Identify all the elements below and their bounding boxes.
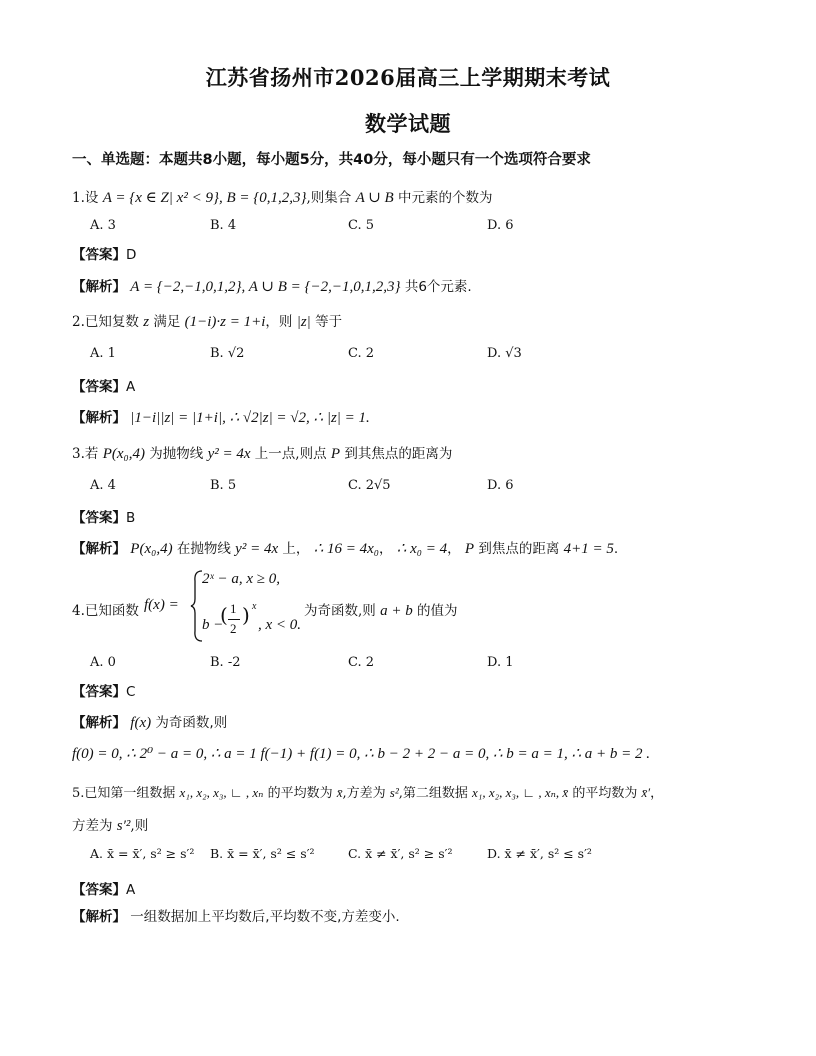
q5-answer — [72, 878, 135, 898]
q1-answer-value: D — [126, 247, 137, 263]
document-subtitle: 数学试题 — [365, 111, 451, 136]
q3-analysis-t2: 上， — [282, 541, 310, 557]
q2-option-a[interactable]: A. 1 — [90, 346, 116, 361]
q4-paren-left: ( — [220, 603, 228, 627]
q4-paren-right: ) — [242, 603, 250, 627]
q5-option-a[interactable]: A. x̄ = x̄′, s² ≥ s′² — [90, 846, 195, 861]
q3-answer-value: B — [126, 510, 136, 526]
q5-analysis-text: 一组数据加上平均数后,平均数不变,方差变小. — [130, 909, 400, 925]
q3-analysis-parabola: y² = 4x — [235, 541, 279, 557]
q5-mean1: x̄ — [336, 785, 343, 800]
q1-stem — [72, 186, 493, 207]
q3-parabola: y² = 4x — [207, 446, 251, 462]
q3-analysis-var: P — [464, 541, 475, 557]
q3-analysis-end: . — [613, 541, 619, 557]
q3-analysis-t3: ， — [379, 541, 393, 557]
q3-stem — [72, 442, 452, 463]
q1-analysis — [72, 275, 472, 296]
q4-end: 的值为 — [417, 603, 458, 619]
q4-mid: 为奇函数,则 — [304, 603, 376, 619]
q2-option-b[interactable]: B. √2 — [210, 346, 245, 361]
q2-analysis — [72, 406, 370, 427]
analysis-label: 【解析】 — [72, 715, 126, 731]
q4-case2-a: b − — [202, 617, 224, 633]
q5-answer-value: A — [126, 882, 136, 898]
q4-exp: x — [252, 601, 257, 612]
answer-label: 【答案】 — [72, 379, 126, 395]
analysis-label: 【解析】 — [72, 279, 126, 295]
q3-end: 到其焦点的距离为 — [344, 446, 453, 462]
q3-analysis-point: P(x₀,4) — [130, 541, 173, 557]
q4-frac-num: 1 — [230, 601, 237, 616]
q1-end: 中元素的个数为 — [398, 190, 493, 206]
answer-label: 【答案】 — [72, 510, 126, 526]
q4-analysis-line2 — [72, 744, 650, 763]
analysis-label: 【解析】 — [72, 909, 126, 925]
q5-t3: ,第二组数据 — [398, 786, 468, 801]
q4-fx: f(x) = — [144, 597, 179, 613]
q4-analysis-text: 为奇函数,则 — [155, 715, 228, 731]
q4-analysis-fx: f(x) — [130, 715, 152, 731]
analysis-label: 【解析】 — [72, 541, 126, 557]
q5-option-d[interactable]: D. x̄ ≠ x̄′, s² ≤ s′² — [487, 846, 592, 861]
q3-analysis-t5: 到焦点的距离 — [478, 541, 560, 557]
q1-option-b[interactable]: B. 4 — [210, 218, 237, 233]
analysis-label: 【解析】 — [72, 410, 126, 426]
q4-case2-b: , x < 0. — [258, 617, 302, 633]
q2-modulus: |z| — [296, 314, 311, 330]
q2-option-c[interactable]: C. 2 — [348, 346, 375, 361]
q3-answer — [72, 506, 135, 526]
q2-answer-value: A — [126, 379, 136, 395]
q4-analysis — [72, 711, 227, 732]
answer-label: 【答案】 — [72, 882, 126, 898]
q5-stem — [72, 782, 663, 801]
q4-prefix: 4.已知函数 — [72, 603, 139, 619]
q5-var1: s² — [389, 785, 399, 800]
q2-prefix: 2.已知复数 — [72, 314, 139, 330]
q5-t1: 的平均数为 — [267, 786, 333, 801]
q4-frac-bar — [228, 619, 240, 620]
q2-stem — [72, 310, 342, 331]
q3-option-a[interactable]: A. 4 — [90, 478, 116, 493]
q5-t2: ,方差为 — [342, 786, 386, 801]
q4-stem — [72, 565, 772, 645]
q5-t4: 的平均数为 — [572, 786, 638, 801]
q1-prefix: 1.设 — [72, 190, 99, 206]
q1-union: A ∪ B — [355, 190, 394, 206]
q5-t5: ， — [650, 786, 664, 801]
q5-analysis — [72, 905, 400, 925]
q4-answer-value: C — [126, 684, 136, 700]
q2-answer — [72, 375, 135, 395]
q5-data2: x₁, x₂, x₃, ∟ , xₙ, x̄ — [472, 785, 569, 800]
q1-suffix: ,则集合 — [306, 190, 352, 206]
q1-answer — [72, 243, 136, 263]
q3-option-b[interactable]: B. 5 — [210, 478, 237, 493]
q4-sum: a + b — [380, 603, 413, 619]
q4-stem-tail — [304, 599, 458, 620]
q3-analysis-result: 4+1 = 5 — [563, 541, 614, 557]
q5-option-c[interactable]: C. x̄ ≠ x̄′, s² ≥ s′² — [348, 846, 453, 861]
q4-frac-den: 2 — [230, 621, 237, 636]
q3-mid2: 上一点,则点 — [254, 446, 327, 462]
q3-analysis-t4: ， — [447, 541, 461, 557]
q1-analysis-math: A = {−2,−1,0,1,2}, A ∪ B = {−2,−1,0,1,2,3} — [130, 279, 401, 295]
q3-option-d[interactable]: D. 6 — [487, 478, 514, 493]
q5-mean2: x̄′ — [641, 785, 651, 800]
q5-stem-line2 — [72, 814, 148, 835]
q5-data1: x₁, x₂, x₃, ∟ , xₙ — [179, 785, 264, 800]
q4-analysis-derivation: f(0) = 0, ∴ 2⁰ − a = 0, ∴ a = 1 f(−1) + f(1) = 0, ∴ b − 2 + 2 − a = 0, ∴ b = a = 1, ∴ a + b = 2 . — [72, 746, 651, 762]
document-title: 江苏省扬州市2026届高三上学期期末考试 — [205, 65, 611, 90]
q3-mid: 为抛物线 — [149, 446, 204, 462]
q4-option-d[interactable]: D. 1 — [487, 655, 514, 670]
q2-var: z — [143, 314, 150, 330]
q1-option-c[interactable]: C. 5 — [348, 218, 375, 233]
q5-line2-a: 方差为 — [72, 818, 113, 834]
q3-analysis-step1: ∴ 16 = 4x₀ — [313, 541, 379, 557]
q4-case1: 2ˣ − a, x ≥ 0, — [202, 571, 280, 587]
q2-mid2: ，则 — [265, 314, 293, 330]
q5-option-b[interactable]: B. x̄ = x̄′, s² ≤ s′² — [210, 846, 315, 861]
answer-label: 【答案】 — [72, 247, 126, 263]
q3-analysis — [72, 537, 618, 558]
q3-var: P — [330, 446, 341, 462]
q3-option-c[interactable]: C. 2√5 — [348, 478, 391, 493]
q3-analysis-step2: ∴ x₀ = 4 — [396, 541, 448, 557]
answer-label: 【答案】 — [72, 684, 126, 700]
q2-end: 等于 — [315, 314, 343, 330]
q2-option-d[interactable]: D. √3 — [487, 346, 522, 361]
q4-option-a[interactable]: A. 0 — [90, 655, 116, 670]
q5-var2: s′² — [116, 818, 131, 834]
q4-option-c[interactable]: C. 2 — [348, 655, 375, 670]
q1-sets: A = {x ∈ Z| x² < 9}, B = {0,1,2,3} — [102, 190, 307, 206]
q3-analysis-t1: 在抛物线 — [176, 541, 231, 557]
section-heading: 一、单选题：本题共8小题，每小题5分，共40分，每小题只有一个选项符合要求 — [72, 152, 591, 168]
q3-prefix: 3.若 — [72, 446, 99, 462]
q3-point: P(x₀,4) — [102, 446, 145, 462]
q4-option-b[interactable]: B. -2 — [210, 655, 241, 670]
q2-analysis-math: |1−i||z| = |1+i|, ∴ √2|z| = √2, ∴ |z| = 1. — [130, 410, 370, 426]
q4-answer — [72, 680, 135, 700]
q5-prefix: 5.已知第一组数据 — [72, 786, 176, 801]
q2-mid: 满足 — [153, 314, 181, 330]
q1-analysis-text: 共6个元素. — [404, 279, 472, 295]
q5-line2-b: ,则 — [130, 818, 149, 834]
q1-option-a[interactable]: A. 3 — [90, 218, 116, 233]
q1-option-d[interactable]: D. 6 — [487, 218, 514, 233]
q2-equation: (1−i)·z = 1+i — [184, 314, 266, 330]
